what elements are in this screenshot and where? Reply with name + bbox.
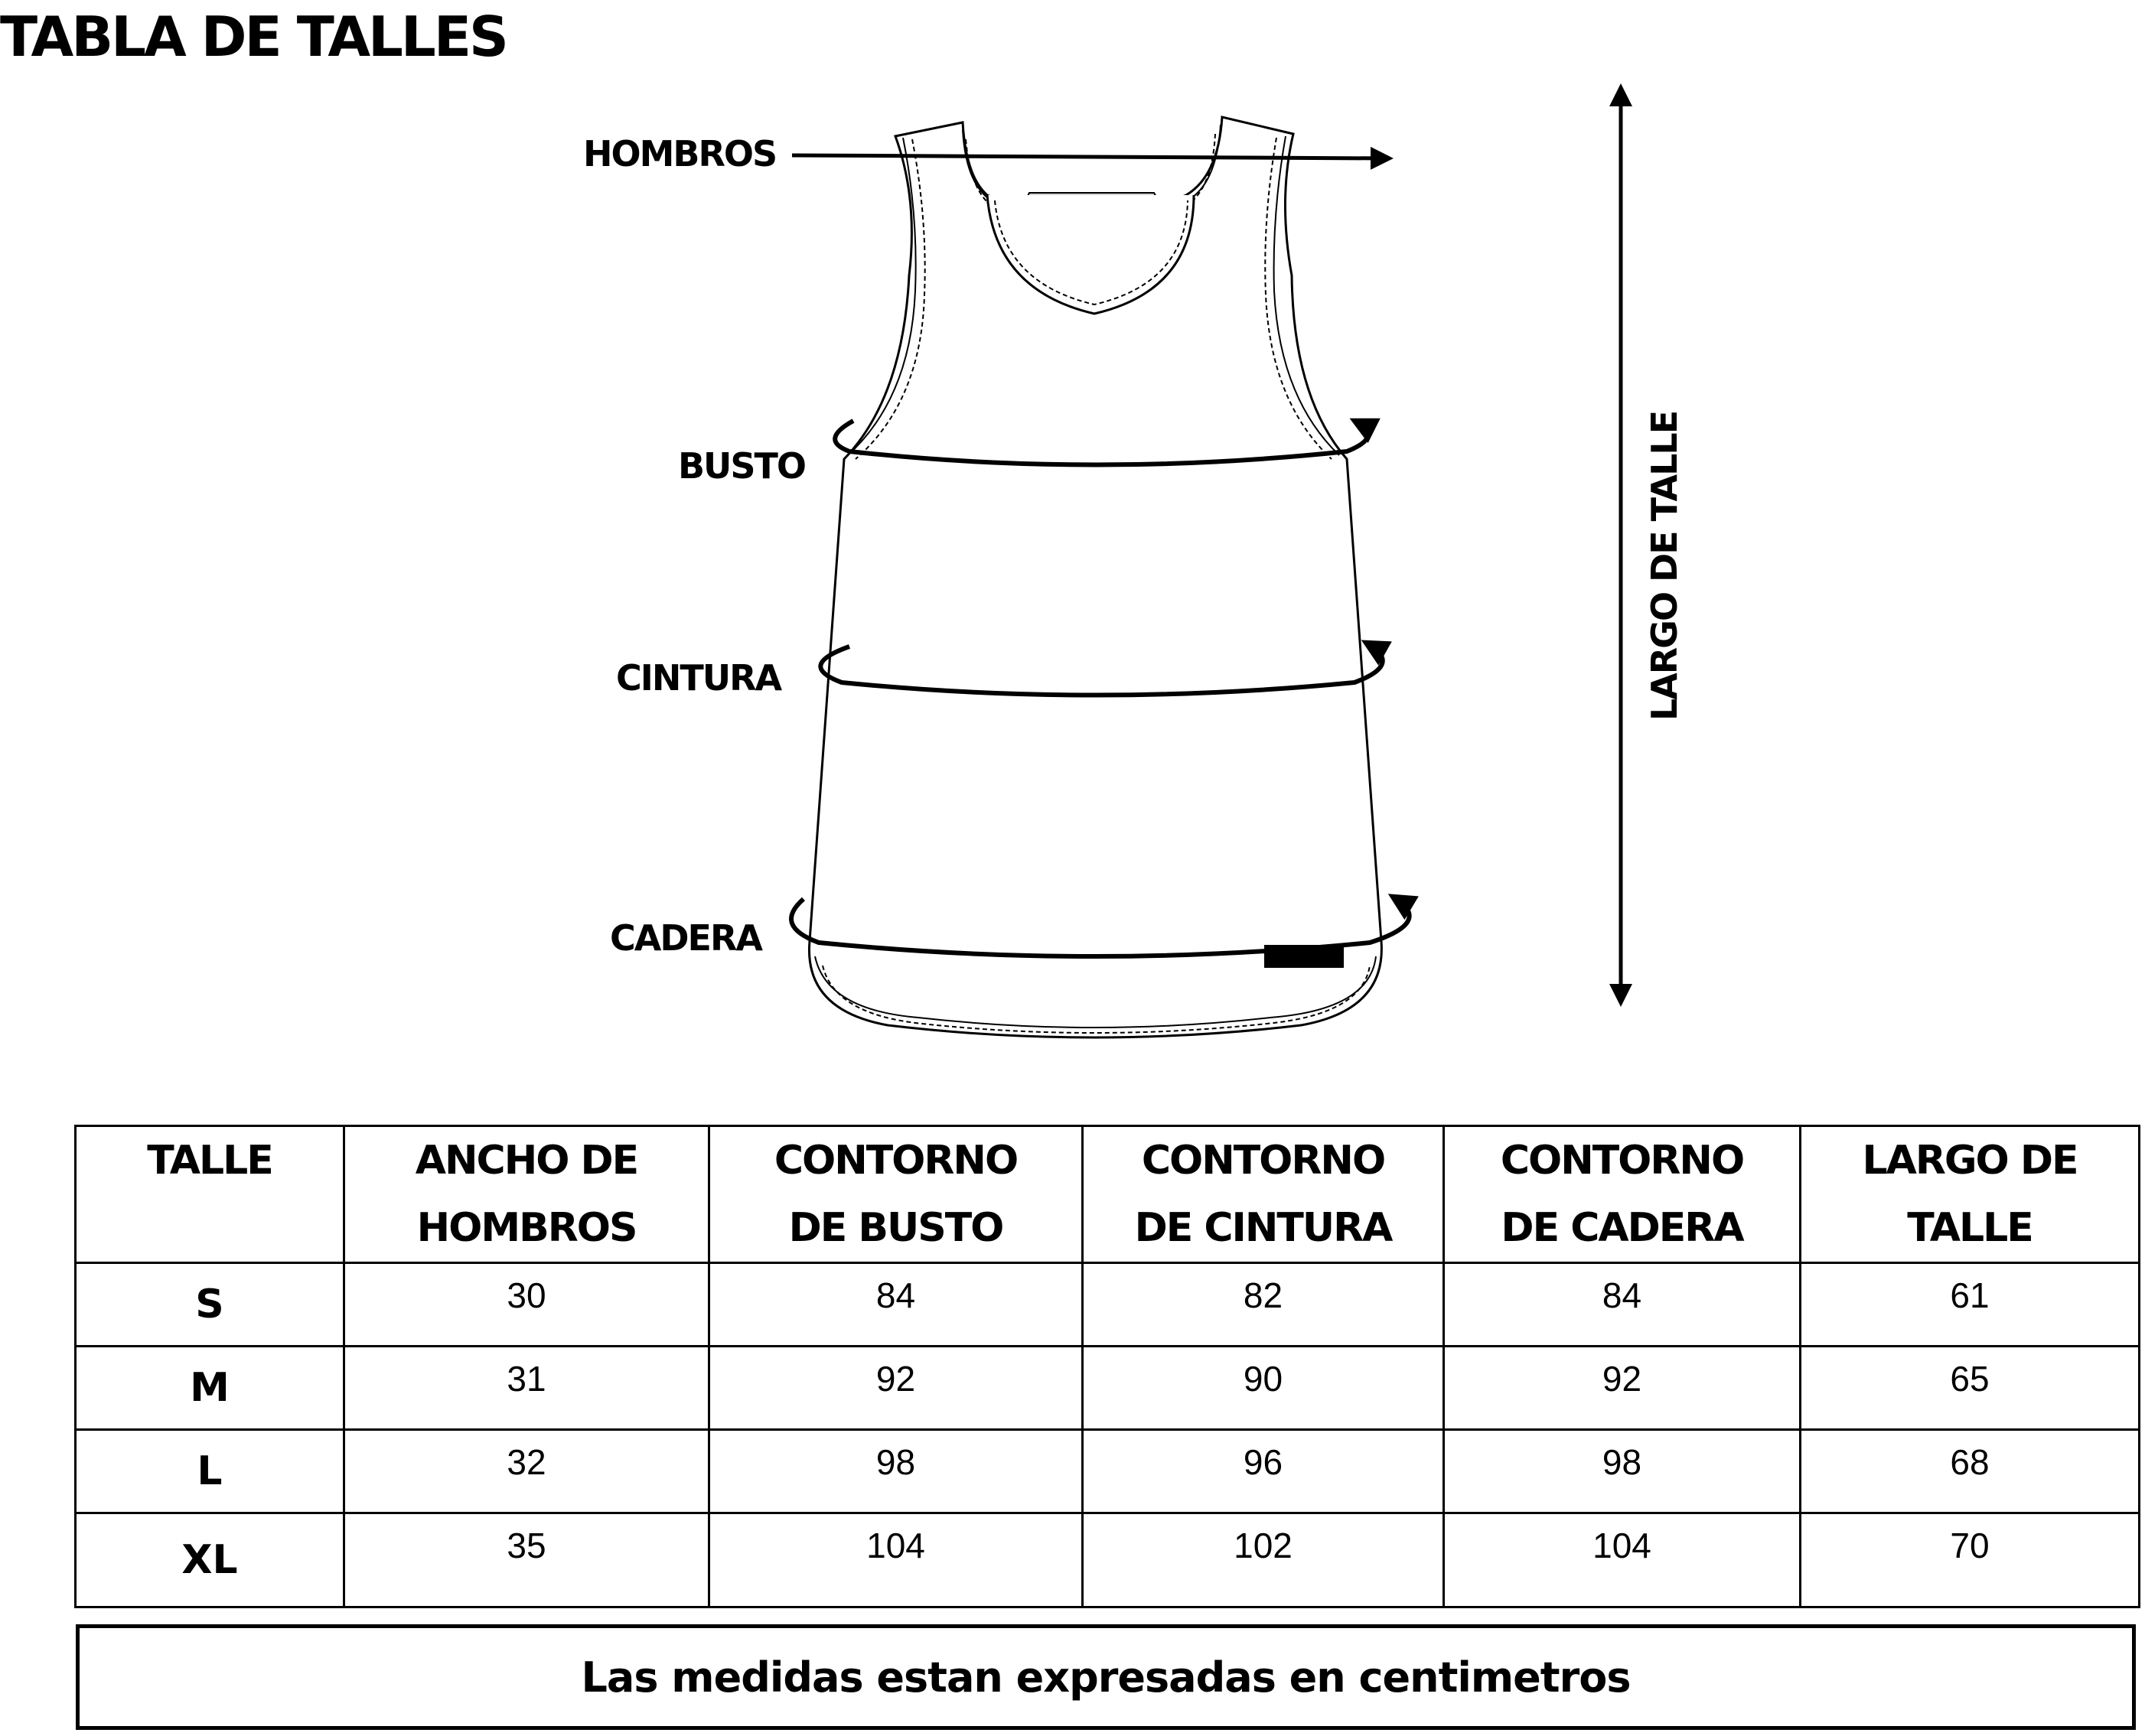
label-largo-de-talle: LARGO DE TALLE: [1644, 411, 1685, 721]
label-hombros: HOMBROS: [583, 133, 777, 174]
header-ancho-hombros: [344, 1126, 709, 1263]
table-row: [76, 1263, 2140, 1347]
size-table: [74, 1125, 2140, 1608]
size-cell: M: [76, 1347, 344, 1430]
label-cadera: CADERA: [610, 917, 761, 959]
header-line: ANCHO DE: [415, 1138, 638, 1184]
header-largo-talle: [1801, 1126, 2140, 1263]
header-line: CONTORNO: [1500, 1138, 1744, 1184]
size-cell: S: [76, 1263, 344, 1347]
size-cell: L: [76, 1430, 344, 1513]
value-cell: 104: [709, 1513, 1083, 1607]
units-note-text: Las medidas estan expresadas en centimetros: [581, 1653, 1631, 1702]
value-cell: 96: [1083, 1430, 1444, 1513]
table-row: [76, 1513, 2140, 1607]
value-cell: 92: [709, 1347, 1083, 1430]
table-row: [76, 1347, 2140, 1430]
value-cell: 65: [1801, 1347, 2140, 1430]
header-line: LARGO DE: [1862, 1138, 2078, 1184]
header-line: TALLE: [147, 1138, 272, 1184]
value-cell: 82: [1083, 1263, 1444, 1347]
value-cell: 70: [1801, 1513, 2140, 1607]
value-cell: 31: [344, 1347, 709, 1430]
value-cell: 84: [1444, 1263, 1801, 1347]
tank-top-icon: [809, 117, 1381, 1037]
header-line: CONTORNO: [774, 1138, 1018, 1184]
header-contorno-busto: [709, 1126, 1083, 1263]
header-line: TALLE: [1907, 1205, 2033, 1251]
header-line: DE BUSTO: [788, 1205, 1003, 1251]
label-busto: BUSTO: [678, 445, 806, 487]
header-line: DE CADERA: [1501, 1205, 1743, 1251]
units-note: [76, 1624, 2136, 1730]
value-cell: 32: [344, 1430, 709, 1513]
value-cell: 84: [709, 1263, 1083, 1347]
value-cell: 104: [1444, 1513, 1801, 1607]
header-line: DE CINTURA: [1134, 1205, 1392, 1251]
table-row: [76, 1430, 2140, 1513]
value-cell: 61: [1801, 1263, 2140, 1347]
value-cell: 68: [1801, 1430, 2140, 1513]
header-line: CONTORNO: [1141, 1138, 1385, 1184]
value-cell: 92: [1444, 1347, 1801, 1430]
value-cell: 90: [1083, 1347, 1444, 1430]
value-cell: 35: [344, 1513, 709, 1607]
arrow-right-icon: [792, 155, 1389, 158]
table-header-row: [76, 1126, 2140, 1263]
header-contorno-cadera: [1444, 1126, 1801, 1263]
value-cell: 98: [1444, 1430, 1801, 1513]
size-cell: XL: [76, 1513, 344, 1607]
value-cell: 102: [1083, 1513, 1444, 1607]
value-cell: 30: [344, 1263, 709, 1347]
value-cell: 98: [709, 1430, 1083, 1513]
header-talle: [76, 1126, 344, 1263]
header-line: HOMBROS: [416, 1205, 637, 1251]
page-title: TABLA DE TALLES: [0, 5, 507, 69]
header-contorno-cintura: [1083, 1126, 1444, 1263]
label-cintura: CINTURA: [616, 657, 781, 699]
